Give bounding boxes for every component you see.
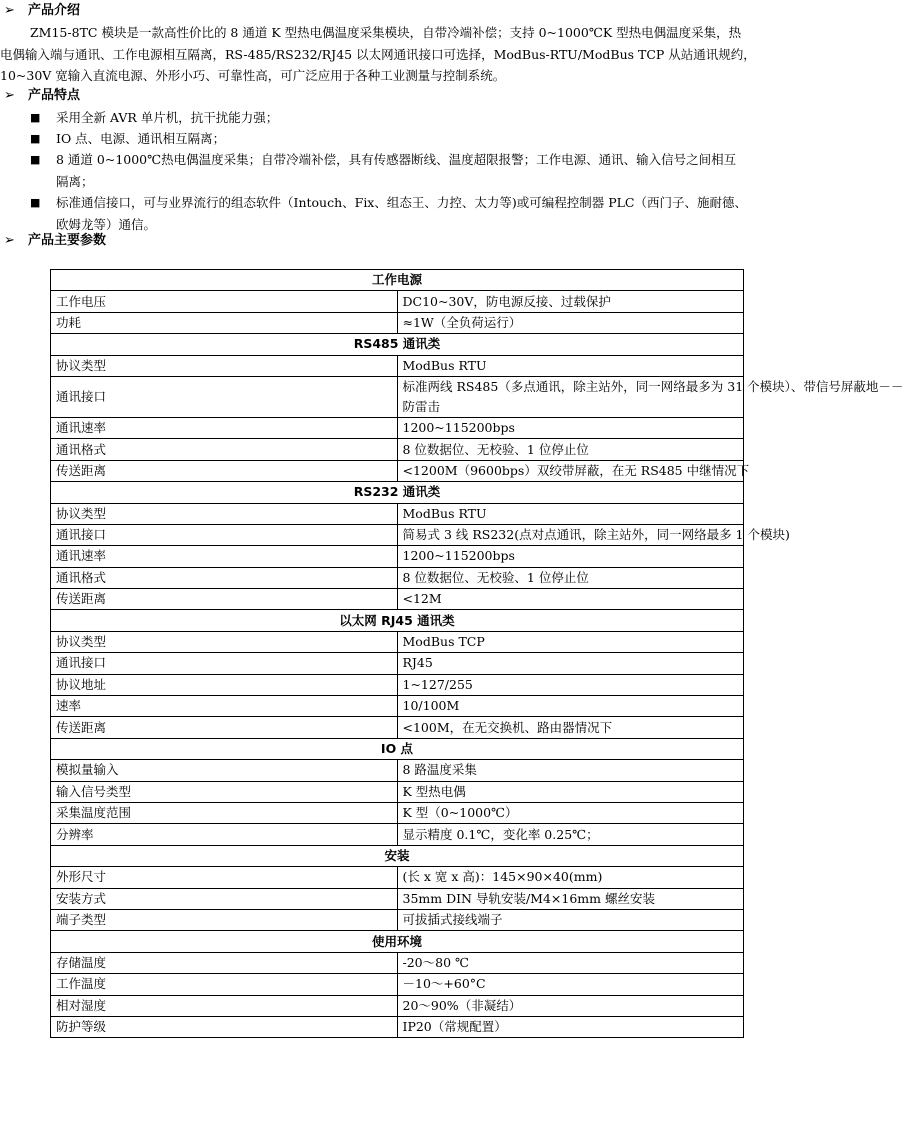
feature-text-line: 欧姆龙等）通信。: [56, 216, 157, 232]
feature-item: [30, 149, 792, 192]
square-bullet-icon: ■: [30, 111, 41, 124]
feature-item: [30, 107, 792, 129]
param-value: [397, 524, 790, 545]
category-title: IO 点: [51, 738, 744, 759]
param-row: [51, 974, 744, 995]
param-value-line: 8 位数据位、无校验、1 位停止位: [402, 569, 589, 585]
intro-heading: [4, 1, 80, 21]
feature-item: [30, 128, 792, 150]
intro-line: ZM15-8TC 模块是一款高性价比的 8 通道 K 型热电偶温度采集模块，自带冷端补偿；支持 0~1000℃K 型热电偶温度采集，热: [30, 25, 742, 40]
param-value-line: 标准两线 RS485（多点通讯，除主站外，同一网络最多为 31 个模块）、带信号屏蔽地－－: [402, 378, 903, 394]
param-value: [397, 460, 750, 481]
param-row: [51, 291, 744, 312]
param-label: 采集温度范围: [51, 802, 398, 823]
param-label: 协议类型: [51, 631, 398, 652]
param-row: [51, 802, 744, 823]
param-label: 安装方式: [51, 888, 398, 909]
category-row: [51, 270, 744, 291]
param-value-line: 10/100M: [402, 698, 460, 714]
param-value-line: K 型热电偶: [402, 783, 466, 799]
param-value: [397, 312, 744, 333]
arrow-bullet-icon: ➢: [4, 88, 15, 103]
arrow-bullet-icon: ➢: [4, 3, 15, 18]
category-row: [51, 334, 744, 355]
parameters-table: [50, 269, 903, 1038]
param-row: [51, 439, 744, 460]
param-label: 协议类型: [51, 355, 398, 376]
square-bullet-icon: ■: [30, 196, 41, 209]
param-label: 分辨率: [51, 824, 398, 845]
param-label: 通讯接口: [51, 653, 398, 674]
param-row: [51, 503, 744, 524]
feature-text-line: 隔离；: [56, 173, 94, 189]
feature-text: [56, 149, 792, 192]
param-value-line: IP20（常规配置）: [402, 1019, 507, 1035]
category-row: [51, 845, 744, 866]
param-value: [397, 867, 744, 888]
feature-text-line: 8 通道 0~1000℃热电偶温度采集；自带冷端补偿，具有传感器断线、温度超限报警；工作电源、通讯、输入信号之间相互: [56, 152, 737, 167]
category-row: [51, 482, 744, 503]
param-label: 端子类型: [51, 909, 398, 930]
square-bullet-icon: ■: [30, 132, 41, 145]
param-value-line: 1~127/255: [402, 676, 473, 692]
intro-line: 电偶输入端与通讯、工作电源相互隔离，RS-485/RS232/RJ45 以太网通讯接口可选择，ModBus-RTU/ModBus TCP 从站通讯规约，: [0, 46, 756, 62]
param-row: [51, 909, 744, 930]
param-value: [397, 717, 744, 738]
param-value: [397, 291, 744, 312]
param-row: [51, 631, 744, 652]
param-value-line: 1200~115200bps: [402, 420, 515, 436]
param-label: 通讯速率: [51, 546, 398, 567]
param-row: [51, 696, 744, 717]
features-heading-text: 产品特点: [28, 88, 81, 103]
feature-text-line: IO 点、电源、通讯相互隔离；: [56, 131, 226, 146]
param-label: 通讯速率: [51, 417, 398, 438]
param-value: [397, 631, 744, 652]
param-label: 输入信号类型: [51, 781, 398, 802]
param-value: [397, 802, 744, 823]
param-value-line: ModBus RTU: [402, 357, 487, 373]
param-value-line: 8 位数据位、无校验、1 位停止位: [402, 441, 589, 457]
param-row: [51, 824, 744, 845]
param-row: [51, 952, 744, 973]
param-value-line: －10～+60°C: [402, 976, 486, 992]
param-value: [397, 696, 744, 717]
param-value: [397, 760, 744, 781]
arrow-bullet-icon: ➢: [4, 233, 15, 248]
param-row: [51, 460, 744, 481]
param-label: 工作温度: [51, 974, 398, 995]
param-value-line: <100M，在无交换机、路由器情况下: [402, 719, 613, 735]
param-value: [397, 355, 744, 376]
param-value: [397, 674, 744, 695]
features-heading: [4, 86, 80, 106]
param-value-line: 简易式 3 线 RS232(点对点通讯，除主站外，同一网络最多 1 个模块): [402, 527, 790, 543]
param-value-line: 防雷击: [402, 398, 441, 414]
intro-heading-text: 产品介绍: [28, 3, 81, 18]
param-row: [51, 312, 744, 333]
param-row: [51, 524, 744, 545]
param-value: [397, 417, 744, 438]
params-heading: [4, 231, 106, 251]
param-row: [51, 717, 744, 738]
param-value-line: RJ45: [402, 655, 433, 671]
param-value: [397, 439, 744, 460]
category-title: 以太网 RJ45 通讯类: [51, 610, 744, 631]
param-value: [397, 888, 744, 909]
param-value-line: K 型（0~1000℃）: [402, 805, 518, 821]
param-value-line: 显示精度 0.1℃，变化率 0.25℃；: [402, 826, 599, 842]
param-row: [51, 1016, 744, 1037]
square-bullet-icon: ■: [30, 153, 41, 166]
params-heading-text: 产品主要参数: [28, 233, 107, 248]
category-row: [51, 931, 744, 952]
param-value: [397, 824, 744, 845]
param-label: 模拟量输入: [51, 760, 398, 781]
param-label: 相对湿度: [51, 995, 398, 1016]
param-row: [51, 995, 744, 1016]
feature-text: [56, 107, 792, 129]
category-title: 安装: [51, 845, 744, 866]
param-value: [397, 995, 744, 1016]
param-value: [397, 546, 744, 567]
param-value: [397, 376, 903, 417]
category-title: 工作电源: [51, 270, 744, 291]
feature-item: [30, 192, 792, 235]
param-label: 速率: [51, 696, 398, 717]
feature-text: [56, 192, 792, 235]
param-row: [51, 546, 744, 567]
param-value-line: 1200~115200bps: [402, 548, 515, 564]
category-title: RS485 通讯类: [51, 334, 744, 355]
intro-paragraph: [0, 22, 790, 87]
feature-text: [56, 128, 792, 150]
param-row: [51, 589, 744, 610]
param-label: 存储温度: [51, 952, 398, 973]
param-label: 协议类型: [51, 503, 398, 524]
param-value: [397, 974, 744, 995]
param-row: [51, 653, 744, 674]
param-label: 功耗: [51, 312, 398, 333]
param-label: 工作电压: [51, 291, 398, 312]
param-row: [51, 781, 744, 802]
param-value: [397, 1016, 744, 1037]
param-value: [397, 909, 744, 930]
param-value: [397, 503, 744, 524]
param-label: 通讯格式: [51, 567, 398, 588]
param-value-line: -20～80 ℃: [402, 954, 469, 970]
category-title: RS232 通讯类: [51, 482, 744, 503]
param-value-line: ModBus TCP: [402, 634, 485, 650]
param-value-line: 35mm DIN 导轨安装/M4×16mm 螺丝安装: [402, 890, 655, 906]
param-row: [51, 567, 744, 588]
param-value: [397, 567, 744, 588]
category-title: 使用环境: [51, 931, 744, 952]
param-value-line: 20～90%（非凝结）: [402, 997, 522, 1013]
intro-line: 10~30V 宽输入直流电源、外形小巧、可靠性高，可广泛应用于各种工业测量与控制系统。: [0, 68, 506, 83]
param-row: [51, 888, 744, 909]
param-value-line: (长 x 宽 x 高)：145×90×40(mm): [402, 869, 603, 885]
param-row: [51, 674, 744, 695]
param-row: [51, 376, 744, 417]
param-value-line: 可拔插式接线端子: [402, 912, 503, 928]
param-value-line: DC10~30V，防电源反接、过载保护: [402, 293, 611, 309]
param-row: [51, 760, 744, 781]
param-label: 通讯格式: [51, 439, 398, 460]
param-row: [51, 867, 744, 888]
param-label: 传送距离: [51, 460, 398, 481]
param-value: [397, 653, 744, 674]
param-value-line: ≈1W（全负荷运行）: [402, 314, 522, 330]
param-value-line: <12M: [402, 591, 442, 607]
feature-text-line: 采用全新 AVR 单片机，抗干扰能力强；: [56, 110, 279, 125]
param-label: 通讯接口: [51, 376, 398, 417]
param-label: 传送距离: [51, 717, 398, 738]
feature-text-line: 标准通信接口，可与业界流行的组态软件（Intouch、Fix、组态王、力控、太力等)或可编程控制器 PLC（西门子、施耐德、: [56, 195, 747, 210]
param-label: 外形尺寸: [51, 867, 398, 888]
param-value: [397, 781, 744, 802]
category-row: [51, 738, 744, 759]
param-label: 协议地址: [51, 674, 398, 695]
param-value: [397, 952, 744, 973]
category-row: [51, 610, 744, 631]
param-label: 通讯接口: [51, 524, 398, 545]
param-value-line: 8 路温度采集: [402, 762, 477, 778]
param-label: 传送距离: [51, 589, 398, 610]
param-value-line: ModBus RTU: [402, 505, 487, 521]
param-value-line: <1200M（9600bps）双绞带屏蔽，在无 RS485 中继情况下: [402, 462, 750, 478]
param-value: [397, 589, 744, 610]
param-row: [51, 417, 744, 438]
param-label: 防护等级: [51, 1016, 398, 1037]
param-row: [51, 355, 744, 376]
